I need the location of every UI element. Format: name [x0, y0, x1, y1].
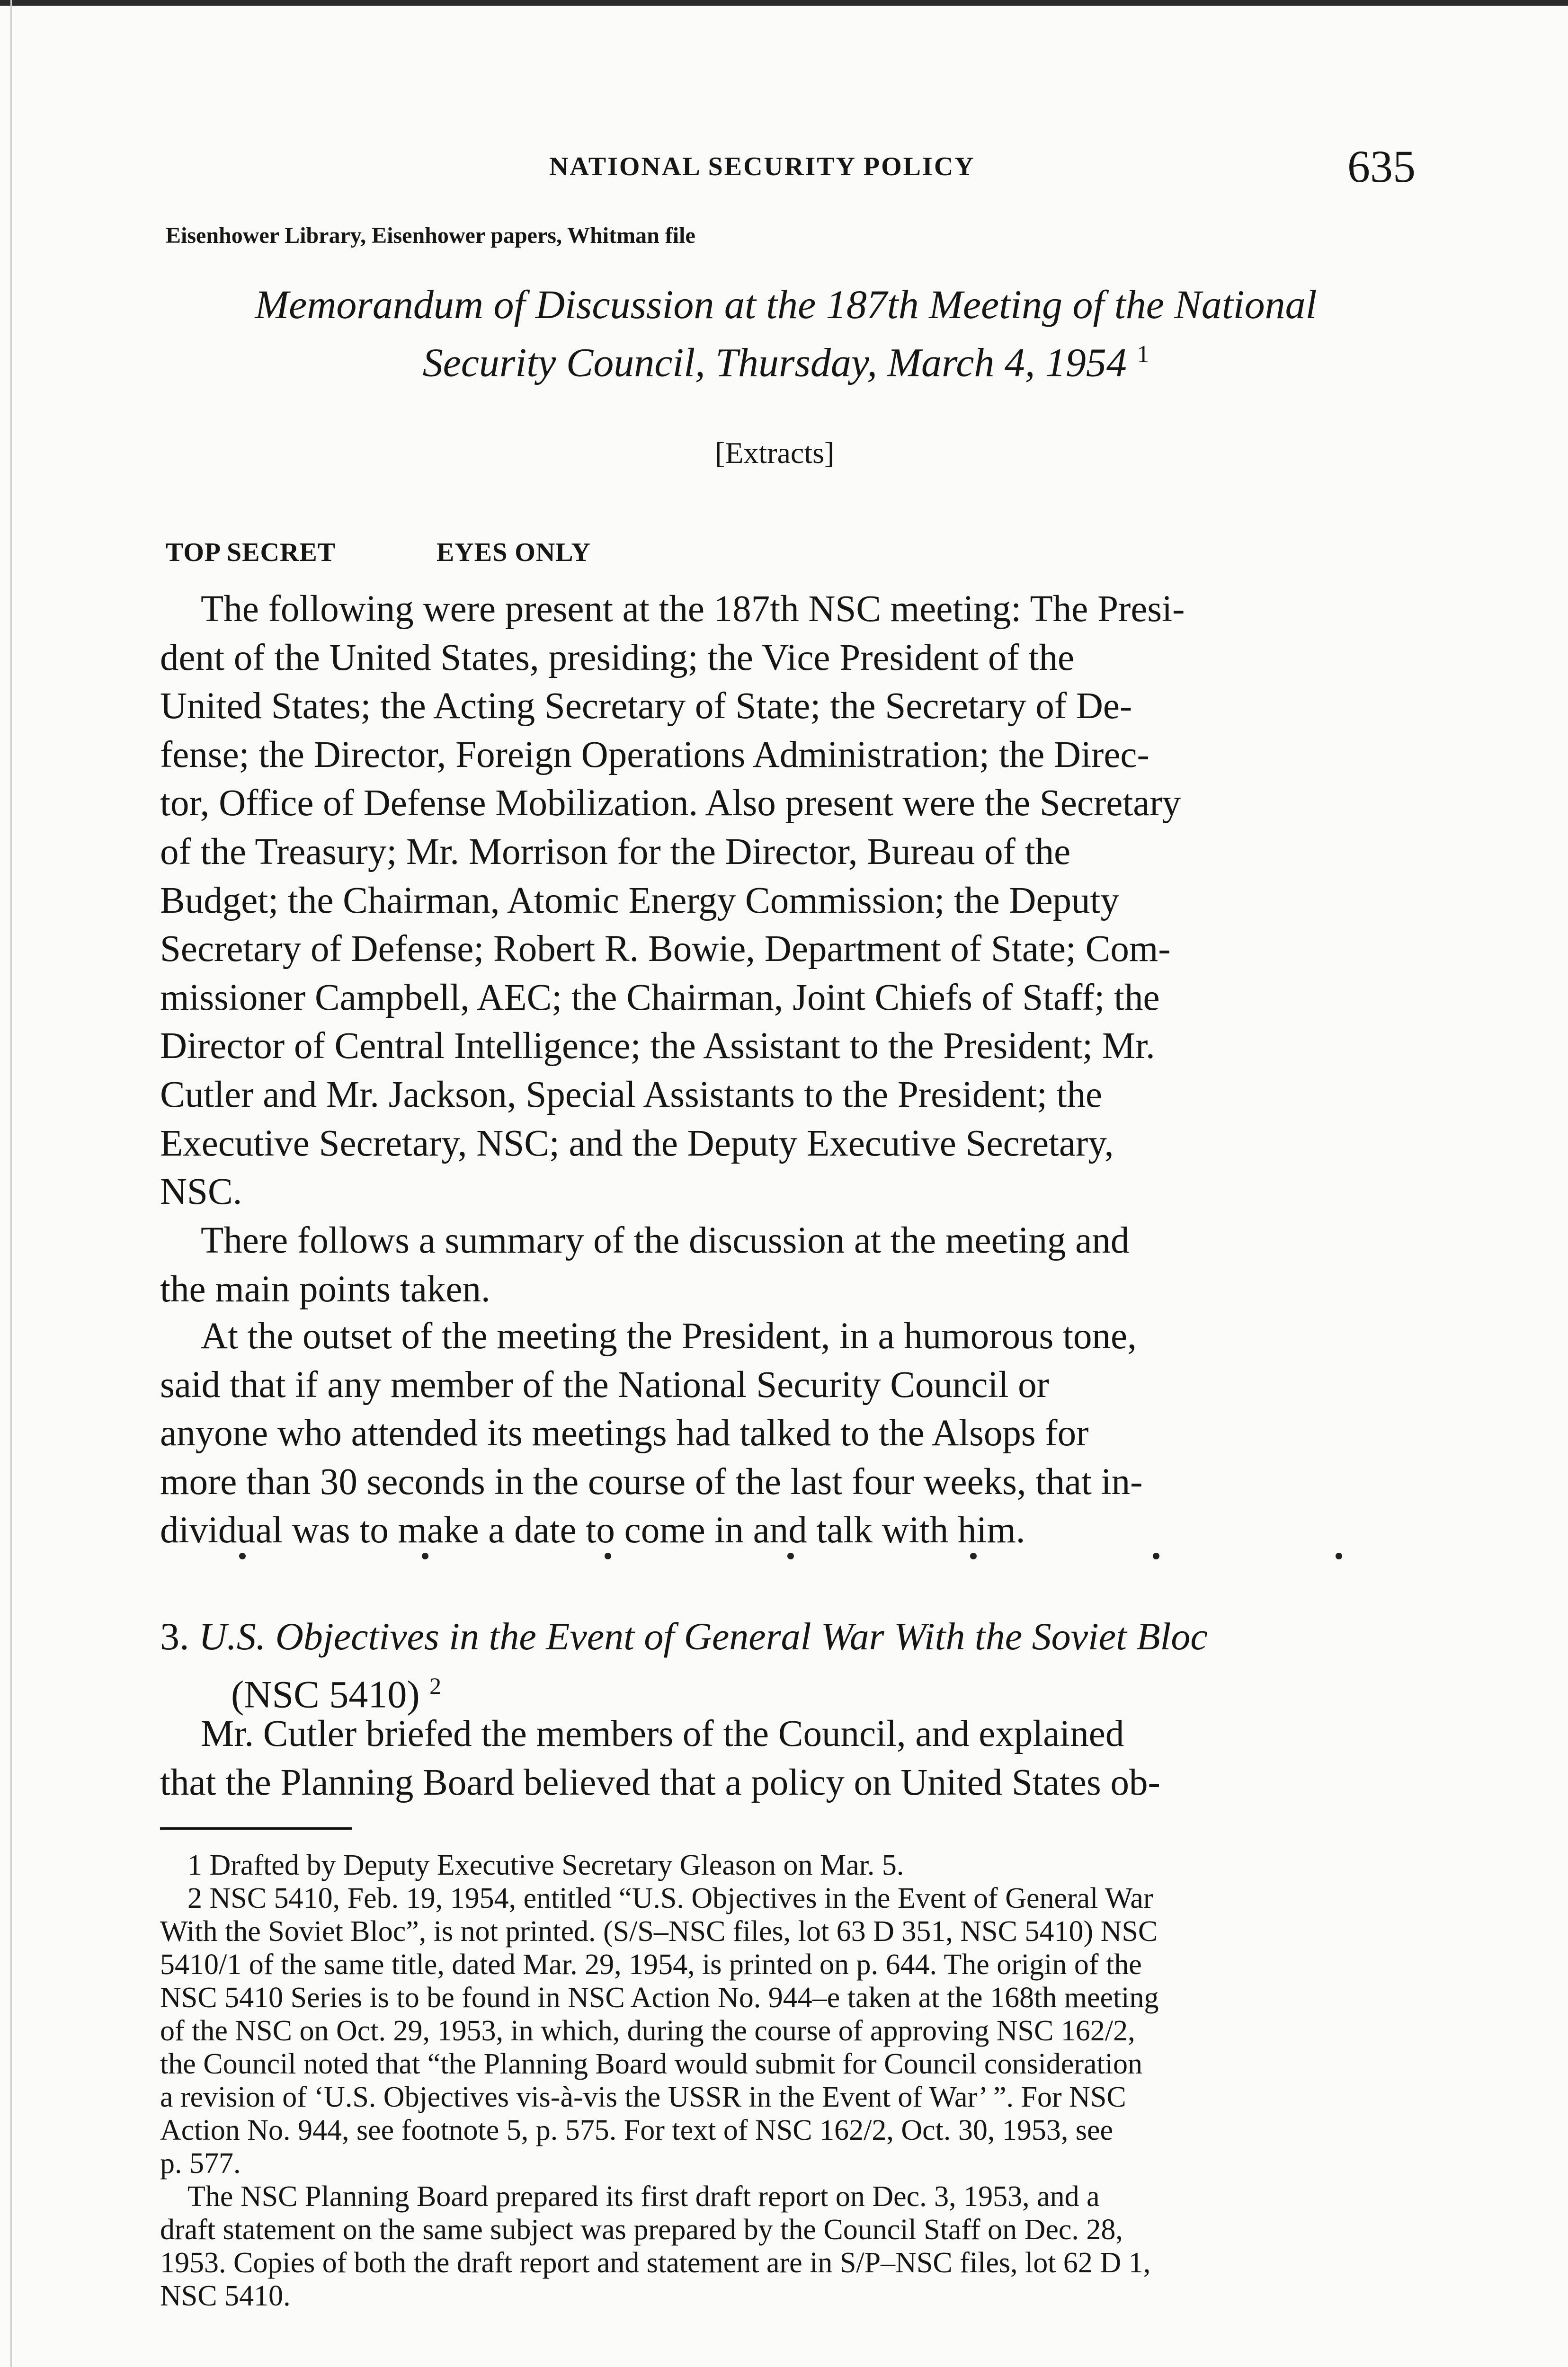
text-line: fense; the Director, Foreign Operations Administration; the Direc-: [160, 734, 1149, 775]
text-line: tor, Office of Defense Mobilization. Also present were the Secretary: [160, 783, 1181, 824]
text-line: Secretary of Defense; Robert R. Bowie, Department of State; Com-: [160, 928, 1171, 970]
ellipsis-dot: [1153, 1553, 1159, 1559]
footnote-2-line: p. 577.: [160, 2147, 241, 2180]
text-line: dent of the United States, presiding; the Vice President of the: [160, 637, 1075, 678]
page-left-edge: [10, 0, 12, 2367]
footnotes: [160, 1849, 1404, 2313]
text-line: the main points taken.: [160, 1268, 490, 1310]
ellipsis-dot: [787, 1553, 794, 1559]
text-line: United States; the Acting Secretary of State; the Secretary of De-: [160, 685, 1132, 727]
footnote-1: 1 Drafted by Deputy Executive Secretary Gleason on Mar. 5.: [187, 1849, 904, 1881]
footnote-2-line: With the Soviet Bloc”, is not printed. (S/S–NSC files, lot 63 D 351, NSC 5410) NSC: [160, 1915, 1158, 1948]
footnote-rule: [160, 1827, 352, 1830]
ellipsis-dot: [970, 1553, 977, 1559]
text-line: The following were present at the 187th NSC meeting: The Presi-: [201, 588, 1185, 630]
footnote-2-line: Action No. 944, see footnote 5, p. 575. For text of NSC 162/2, Oct. 30, 1953, see: [160, 2114, 1114, 2146]
footnote-2-line: of the NSC on Oct. 29, 1953, in which, during the course of approving NSC 162/2,: [160, 2015, 1135, 2047]
page-number: 635: [1347, 141, 1416, 192]
cutler-paragraph: [160, 1710, 1404, 1807]
text-line: more than 30 seconds in the course of the last four weeks, that in-: [160, 1461, 1143, 1503]
ellipsis-dot: [239, 1553, 246, 1559]
text-line: Cutler and Mr. Jackson, Special Assistants to the President; the: [160, 1074, 1103, 1115]
text-line: dividual was to make a date to come in and talk with him.: [160, 1510, 1025, 1551]
text-line: said that if any member of the National Security Council or: [160, 1364, 1049, 1406]
ellipsis-dot: [605, 1553, 611, 1559]
classification-handling: EYES ONLY: [437, 538, 591, 567]
agenda-item-3: [160, 1612, 1208, 1719]
footnote-2-cont-line: 1953. Copies of both the draft report and statement are in S/P–NSC files, lot 62 D 1,: [160, 2247, 1151, 2279]
footnote-2-line: 5410/1 of the same title, dated Mar. 29, 1954, is printed on p. 644. The origin of the: [160, 1949, 1142, 1981]
title-line-2-text: Security Council, Thursday, March 4, 1954: [422, 339, 1127, 385]
footnote-ref-2: 2: [429, 1673, 442, 1699]
text-line: Mr. Cutler briefed the members of the Council, and explained: [201, 1713, 1124, 1754]
text-line: Executive Secretary, NSC; and the Deputy Executive Secretary,: [160, 1122, 1114, 1164]
agenda-item-heading: [160, 1612, 1208, 1661]
agenda-item-title: U.S. Objectives in the Event of General War With the Soviet Bloc: [199, 1615, 1208, 1658]
extracts-label: [Extracts]: [715, 436, 835, 470]
footnote-2-line: NSC 5410 Series is to be found in NSC Action No. 944–e taken at the 168th meeting: [160, 1982, 1159, 2014]
text-line: At the outset of the meeting the President, in a humorous tone,: [201, 1316, 1137, 1357]
summary-paragraph: [160, 1217, 1404, 1314]
page-top-border: [0, 0, 1568, 6]
footnote-2-line: the Council noted that “the Planning Board would submit for Council consideration: [160, 2048, 1142, 2080]
footnote-2-line: 2 NSC 5410, Feb. 19, 1954, entitled “U.S. Objectives in the Event of General War: [187, 1882, 1153, 1914]
source-line: Eisenhower Library, Eisenhower papers, Whitman file: [166, 223, 695, 248]
ellipsis-dot: [422, 1553, 428, 1559]
ellipsis-dot: [1336, 1553, 1342, 1559]
text-line: There follows a summary of the discussion at the meeting and: [201, 1220, 1130, 1261]
agenda-item-number: 3.: [160, 1615, 189, 1658]
footnote-2-cont-line: draft statement on the same subject was prepared by the Council Staff on Dec. 28,: [160, 2214, 1123, 2246]
footnote-2-line: a revision of ‘U.S. Objectives vis-à-vis the USSR in the Event of War’ ”. For NSC: [160, 2081, 1126, 2113]
classification-level: TOP SECRET: [166, 538, 336, 567]
footnote-ref-1: 1: [1137, 341, 1149, 368]
text-line: NSC.: [160, 1171, 242, 1213]
text-line: anyone who attended its meetings had talked to the Alsops for: [160, 1413, 1089, 1454]
attendance-paragraph: [160, 585, 1404, 1217]
title-line-1: Memorandum of Discussion at the 187th Meeting of the National: [255, 282, 1317, 327]
outset-paragraph: [160, 1312, 1404, 1555]
text-line: Budget; the Chairman, Atomic Energy Commission; the Deputy: [160, 880, 1119, 921]
footnote-2-cont-line: The NSC Planning Board prepared its first draft report on Dec. 3, 1953, and a: [187, 2180, 1100, 2213]
text-line: missioner Campbell, AEC; the Chairman, Joint Chiefs of Staff; the: [160, 977, 1160, 1018]
text-line: of the Treasury; Mr. Morrison for the Director, Bureau of the: [160, 831, 1071, 872]
footnote-2-cont-line: NSC 5410.: [160, 2280, 291, 2312]
text-line: Director of Central Intelligence; the Assistant to the President; Mr.: [160, 1025, 1155, 1067]
text-line: that the Planning Board believed that a policy on United States ob-: [160, 1762, 1160, 1803]
ellipsis-dots: [239, 1553, 1342, 1559]
agenda-item-ref: (NSC 5410): [231, 1673, 420, 1716]
document-title: [161, 279, 1411, 388]
running-head: NATIONAL SECURITY POLICY: [549, 152, 975, 181]
title-line-2: [161, 329, 1411, 388]
